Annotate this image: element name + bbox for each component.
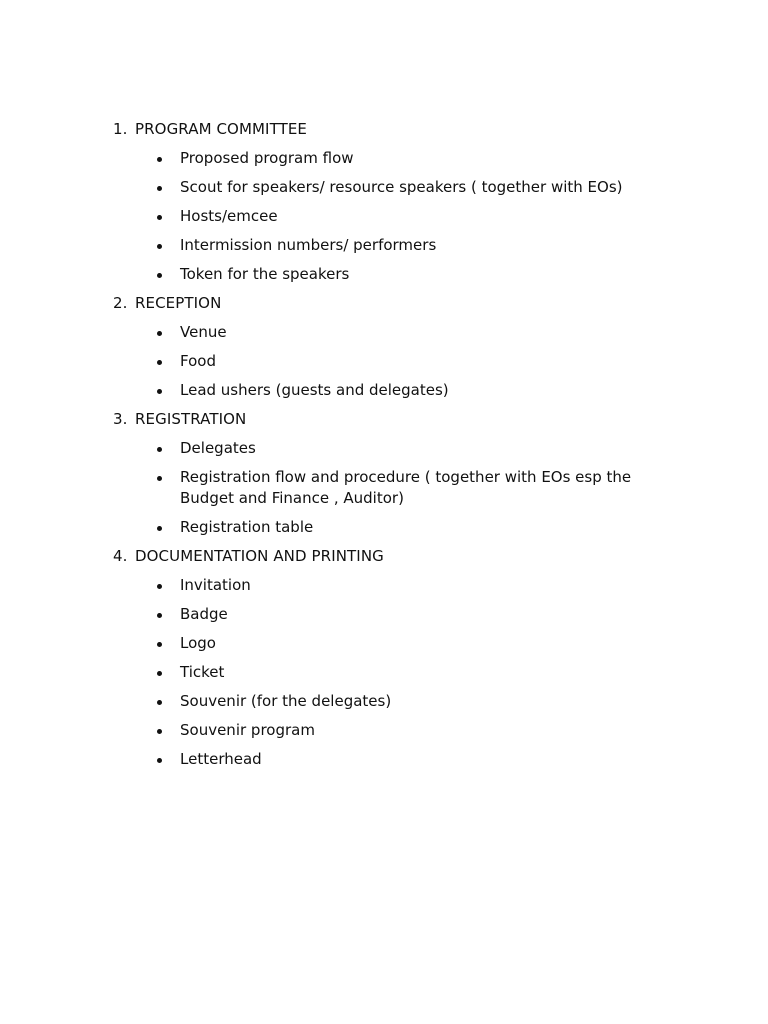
list-item-text: Lead ushers (guests and delegates) (180, 381, 449, 399)
list-item (113, 633, 673, 654)
section-heading (113, 118, 673, 140)
section-number: 1. (113, 120, 128, 138)
bullet-icon (157, 729, 162, 734)
section-number: 4. (113, 547, 128, 565)
bullet-icon (157, 700, 162, 705)
section-title: DOCUMENTATION AND PRINTING (135, 547, 384, 565)
list-item-text: Food (180, 352, 216, 370)
list-item (113, 517, 673, 538)
section-documentation-printing (113, 545, 673, 770)
list-item (113, 438, 673, 459)
section-number: 2. (113, 294, 128, 312)
bullet-icon (157, 584, 162, 589)
list-item (113, 235, 673, 256)
list-item-text: Badge (180, 605, 228, 623)
list-item-text: Logo (180, 634, 216, 652)
list-item-text: Intermission numbers/ performers (180, 236, 437, 254)
section-title: PROGRAM COMMITTEE (135, 120, 307, 138)
bullet-icon (157, 157, 162, 162)
bullet-list (113, 438, 673, 538)
list-item-text: Invitation (180, 576, 251, 594)
bullet-icon (157, 671, 162, 676)
list-item (113, 264, 673, 285)
bullet-icon (157, 273, 162, 278)
list-item (113, 148, 673, 169)
list-item (113, 662, 673, 683)
section-heading (113, 408, 673, 430)
bullet-icon (157, 360, 162, 365)
list-item-text: Token for the speakers (180, 265, 350, 283)
bullet-icon (157, 758, 162, 763)
list-item-text: Ticket (180, 663, 225, 681)
section-title: RECEPTION (135, 294, 222, 312)
list-item (113, 206, 673, 227)
list-item-text: Proposed program flow (180, 149, 354, 167)
section-number: 3. (113, 410, 128, 428)
bullet-list (113, 148, 673, 285)
committee-outline (113, 118, 673, 777)
list-item-text: Delegates (180, 439, 256, 457)
list-item-text: Letterhead (180, 750, 262, 768)
list-item (113, 720, 673, 741)
list-item (113, 177, 673, 198)
bullet-icon (157, 215, 162, 220)
section-reception (113, 292, 673, 401)
bullet-icon (157, 526, 162, 531)
bullet-icon (157, 331, 162, 336)
list-item-text: Hosts/emcee (180, 207, 278, 225)
section-program-committee (113, 118, 673, 285)
section-heading (113, 292, 673, 314)
bullet-list (113, 575, 673, 770)
list-item-text: Souvenir (for the delegates) (180, 692, 392, 710)
bullet-icon (157, 476, 162, 481)
list-item (113, 351, 673, 372)
list-item (113, 749, 673, 770)
list-item-text: Venue (180, 323, 227, 341)
list-item (113, 467, 673, 509)
list-item (113, 691, 673, 712)
bullet-icon (157, 244, 162, 249)
bullet-icon (157, 186, 162, 191)
bullet-icon (157, 642, 162, 647)
section-title: REGISTRATION (135, 410, 247, 428)
list-item (113, 575, 673, 596)
section-registration (113, 408, 673, 538)
section-heading (113, 545, 673, 567)
list-item (113, 380, 673, 401)
bullet-list (113, 322, 673, 401)
bullet-icon (157, 389, 162, 394)
bullet-icon (157, 613, 162, 618)
list-item-text: Scout for speakers/ resource speakers ( together with EOs) (180, 178, 623, 196)
list-item (113, 604, 673, 625)
list-item-text: Registration flow and procedure ( together with EOs esp the Budget and Finance , Auditor) (180, 468, 632, 507)
list-item (113, 322, 673, 343)
bullet-icon (157, 447, 162, 452)
list-item-text: Registration table (180, 518, 314, 536)
list-item-text: Souvenir program (180, 721, 315, 739)
